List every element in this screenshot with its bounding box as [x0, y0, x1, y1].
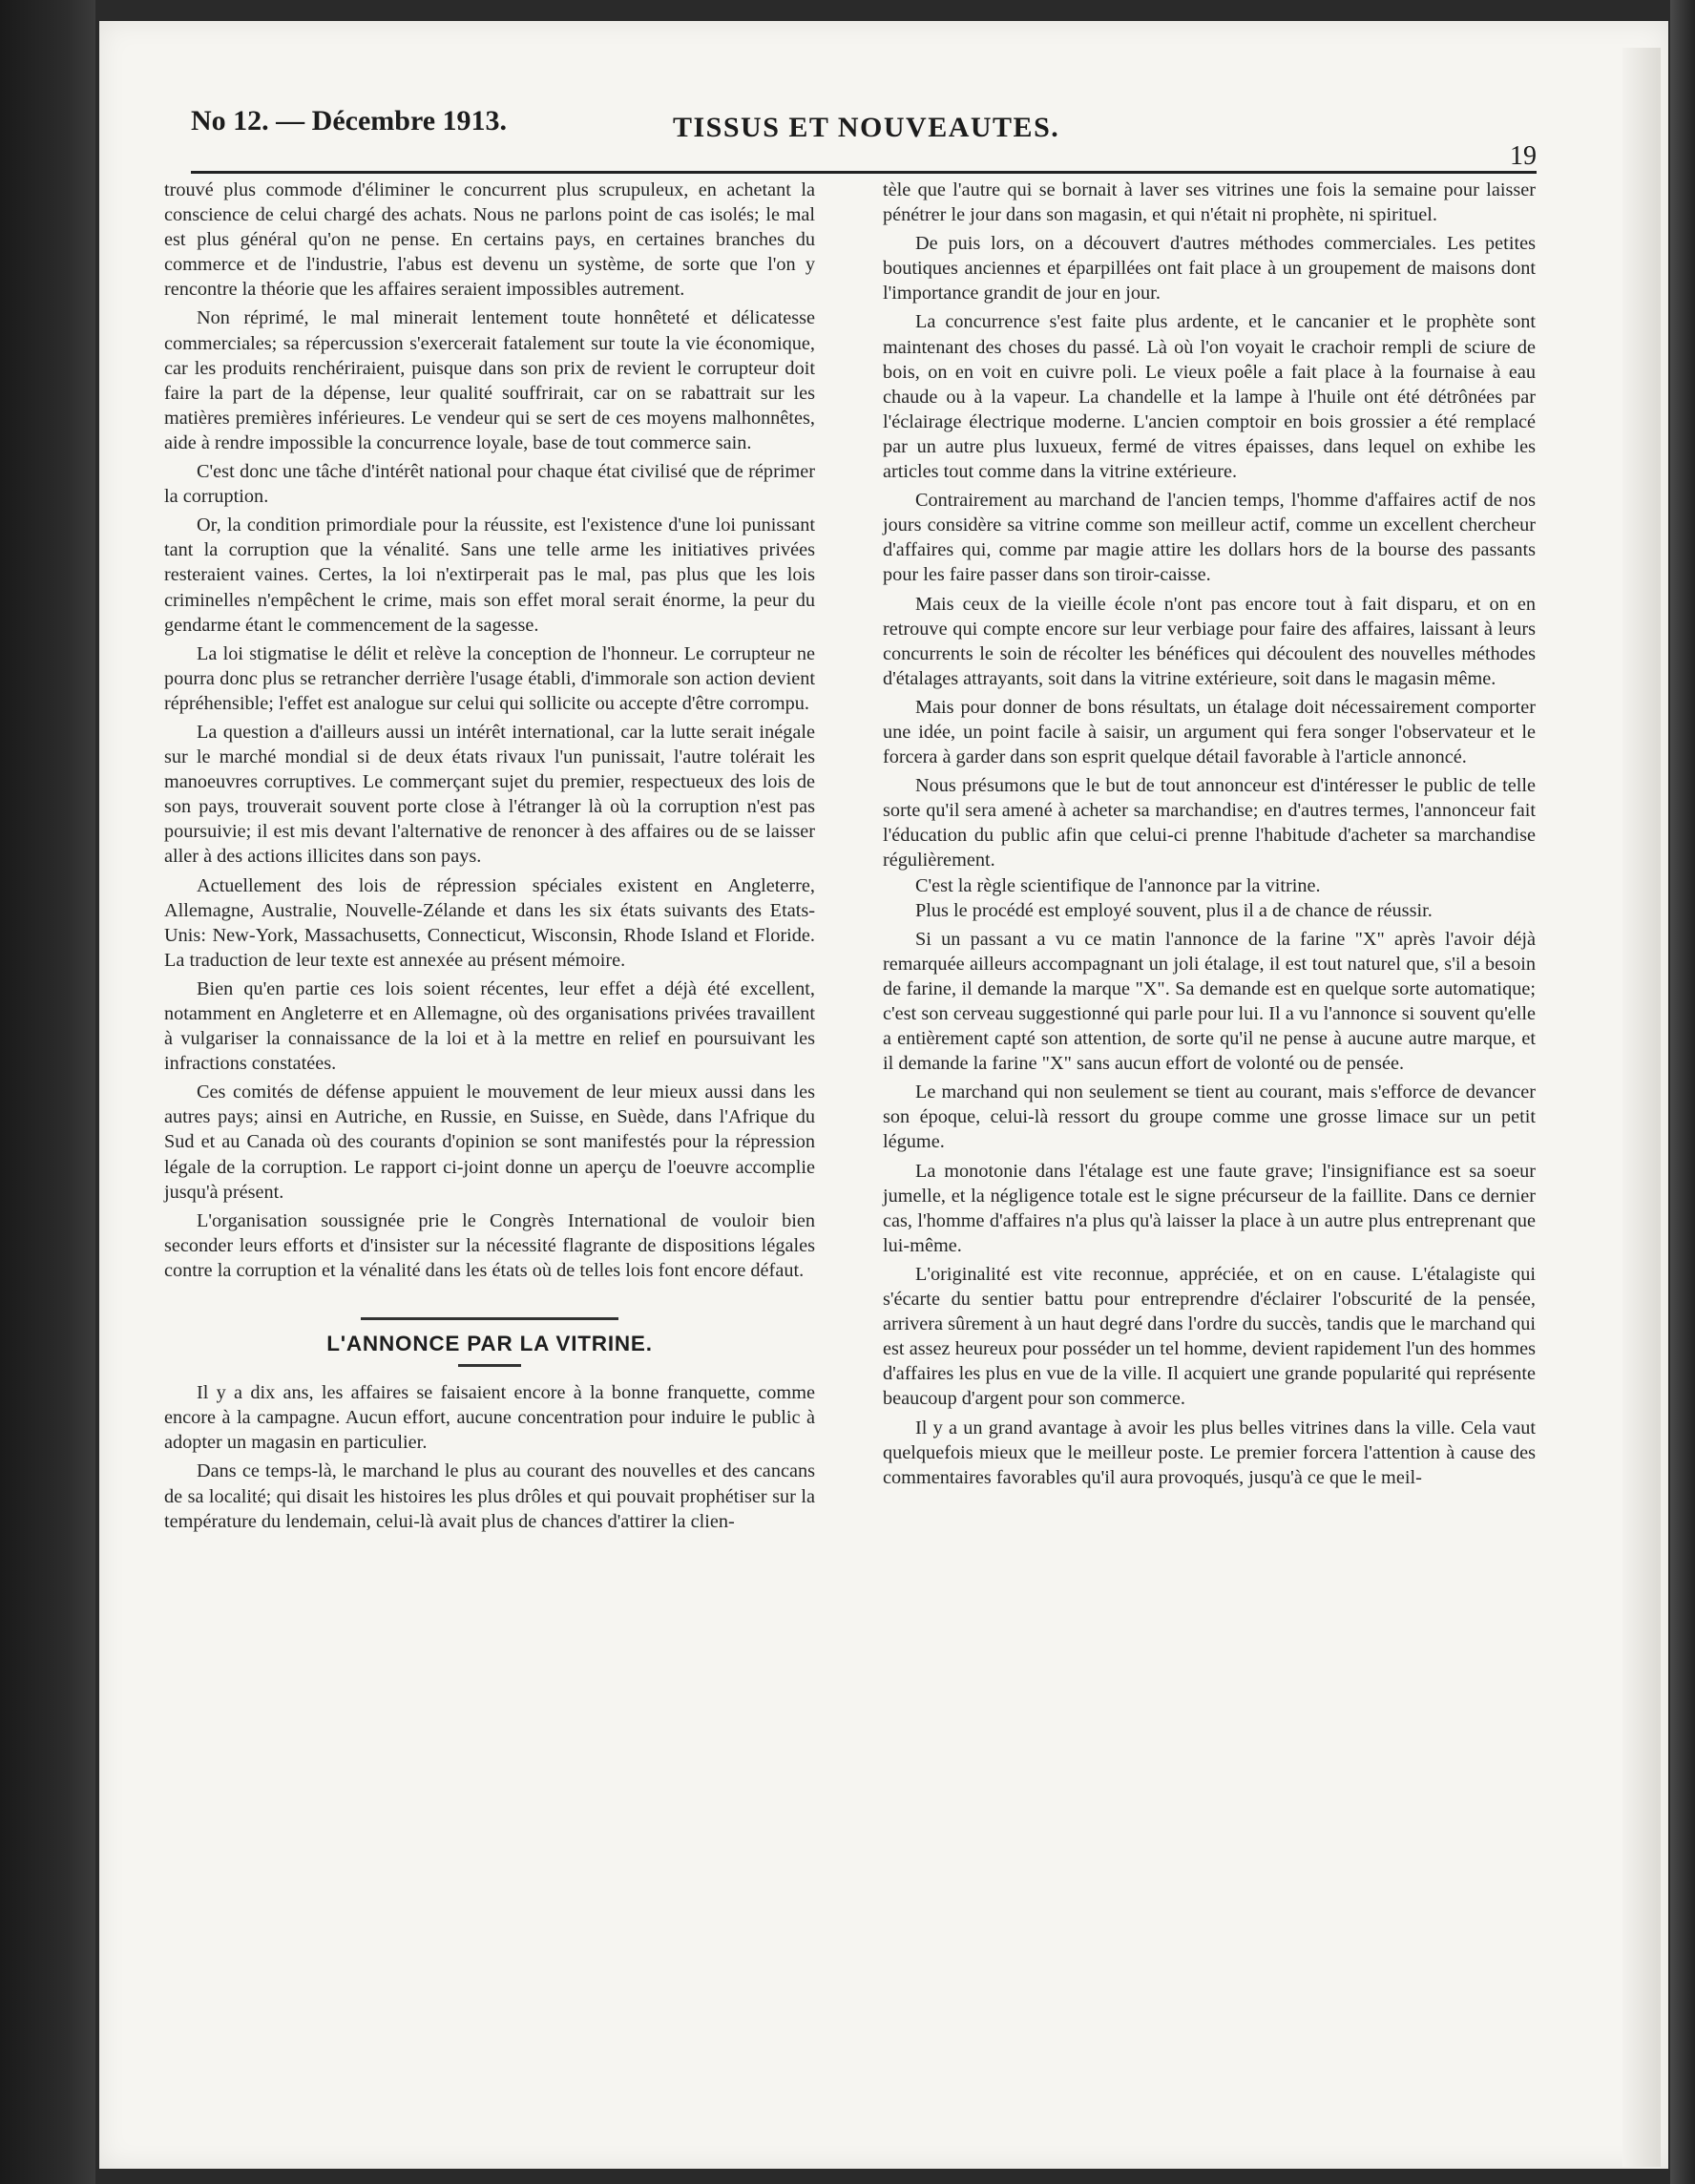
book-gutter-left — [0, 0, 95, 2184]
paragraph: La monotonie dans l'étalage est une faute grave; l'insignifiance est sa soeur jumelle, et la négligence totale est le signe précurseur de la faillite. Dans ce dernier cas, l'homme d'affaires n'a plus qu'à laisser la place à un autre plus entreprenant que lui-même. — [883, 1160, 1536, 1256]
paragraph: La question a d'ailleurs aussi un intérêt international, car la lutte serait inégale sur le marché mondial si de deux états rivaux l'un punissait, l'autre tolérait les manoeuvres corruptives. Le commerçant sujet du premier, respectueux des lois de son pays, trouverait souvent porte close à l'étranger là où la corruption n'est pas poursuivie; il est mis devant l'alternative de renoncer à des affaires ou de se laisser aller à des actions illicites dans son pays. — [164, 721, 815, 868]
book-edge-right — [1670, 0, 1695, 2184]
paragraph: De puis lors, on a découvert d'autres méthodes commerciales. Les petites boutiques anciennes et éparpillées ont fait place à un groupement de maisons dont l'importance grandit de jour en jour. — [883, 233, 1536, 304]
paragraph: L'originalité est vite reconnue, appréciée, et on en cause. L'étalagiste qui s'écarte du sentier battu pour entreprendre d'éclairer l'obscurité de la pensée, arrivera sûrement à un haut degré dans l'ordre du succès, tandis que le marchand qui est assez heureux pour posséder un tel homme, devient rapidement l'un des hommes d'affaires les plus en vue de la ville. Il acquiert une grande popularité qui représente beaucoup d'argent pour son commerce. — [883, 1263, 1536, 1410]
paragraph: Bien qu'en partie ces lois soient récentes, leur effet a déjà été excellent, notamment en Angleterre et en Allemagne, où des organisations privées travaillent à vulgariser la connaissance de la loi et à la mettre en relief en poursuivant les infractions constatées. — [164, 977, 815, 1075]
paragraph: Le marchand qui non seulement se tient au courant, mais s'efforce de devancer son époque, celui-là ressort du groupe comme une grosse limace sur un petit légume. — [883, 1082, 1536, 1153]
right-column — [883, 178, 1536, 1494]
paragraph: Mais pour donner de bons résultats, un étalage doit nécessairement comporter une idée, un point facile à saisir, un argument qui fera songer l'observateur et le forcera à garder dans son esprit quelque détail favorable à l'article annoncé. — [883, 696, 1536, 768]
paragraph: tèle que l'autre qui se bornait à laver ses vitrines une fois la semaine pour laisser pénétrer le jour dans son magasin, et qui n'était ni prophète, ni spirituel. — [883, 179, 1536, 226]
paragraph: L'organisation soussignée prie le Congrès International de vouloir bien seconder leurs efforts et d'insister sur la nécessité flagrante de dispositions légales contre la corruption et la vénalité dans les états où de telles lois font encore défaut. — [164, 1209, 815, 1281]
paragraph: Or, la condition primordiale pour la réussite, est l'existence d'une loi punissant tant la corruption que la vénalité. Sans une telle arme les initiatives privées resteraient vaines. Certes, la loi n'extirperait pas le mal, pas plus que les lois criminelles n'empêchent le crime, mais son effet moral serait énorme, la peur du gendarme étant le commencement de la sagesse. — [164, 514, 815, 636]
paragraph: Contrairement au marchand de l'ancien temps, l'homme d'affaires actif de nos jours considère sa vitrine comme son meilleur actif, comme un excellent chercheur d'affaires qui, comme par magie attire les dollars hors de la bourse des passants pour les faire passer dans son tiroir-caisse. — [883, 490, 1536, 586]
heading-underline — [458, 1364, 521, 1367]
page-number: 19 — [1510, 141, 1537, 171]
paragraph: Non réprimé, le mal minerait lentement toute honnêteté et délicatesse commerciales; sa répercussion s'exercerait fatalement sur toute la vie économique, car les produits renchériraient, puisque dans son prix de revient le corrupteur doit faire la part de la dépense, leur qualité souffrirait, car on se rabattrait sur les matières premières inférieures. Le vendeur qui se sert de ces moyens malhonnêtes, aide à rendre impossible la concurrence loyale, base de tout commerce sain. — [164, 307, 815, 453]
paragraph: La loi stigmatise le délit et relève la conception de l'honneur. Le corrupteur ne pourra donc plus se retrancher derrière l'usage établi, d'immorale son action devient répréhensible; l'effet est analogue sur celui qui sollicite ou accepte d'être corrompu. — [164, 642, 815, 714]
paragraph: C'est la règle scientifique de l'annonce par la vitrine. — [915, 874, 1321, 896]
journal-title: TISSUS ET NOUVEAUTES. — [673, 112, 1060, 143]
section-heading: L'ANNONCE PAR LA VITRINE. — [326, 1332, 653, 1356]
paragraph: Si un passant a vu ce matin l'annonce de la farine "X" après l'avoir déjà remarquée ailleurs accompagnant un joli étalage, il est tout naturel que, s'il a besoin de farine, il demande la marque "X". Sa demande est en quelque sorte automatique; c'est son cerveau suggestionné qui parle pour lui. Il a vu l'annonce si souvent qu'elle a entièrement capté son attention, de sorte qu'il ne pense à aucune autre marque, et il demande la farine "X" sans aucun effort de volonté ou de pensée. — [883, 928, 1536, 1075]
section-divider — [361, 1317, 618, 1320]
paragraph: La concurrence s'est faite plus ardente, et le cancanier et le prophète sont maintenant des choses du passé. Là où l'on voyait le crachoir rempli de sciure de bois, on en voit en cuivre poli. Le vieux poêle a fait place à la fournaise à eau chaude ou à la vapeur. La chandelle et la lampe à l'huile ont été détrônées par l'éclairage électrique moderne. L'ancien comptoir en bois grossier a été remplacé par un autre plus luxueux, fermé de vitres épaisses, dans lequel on exhibe les articles tout comme dans la vitrine extérieure. — [883, 311, 1536, 483]
paragraph: Actuellement des lois de répression spéciales existent en Angleterre, Allemagne, Australie, Nouvelle-Zélande et dans les six états suivants des Etats-Unis: New-York, Massachusetts, Connecticut, Wisconsin, Rhode Island et Floride. La traduction de leur texte est annexée au présent mémoire. — [164, 874, 815, 971]
page-edge-right — [1622, 48, 1661, 2167]
paragraph: Il y a dix ans, les affaires se faisaient encore à la bonne franquette, comme encore à la campagne. Aucun effort, aucune concentration pour induire le public à adopter un magasin en particulier. — [164, 1382, 815, 1454]
paragraph: trouvé plus commode d'éliminer le concurrent plus scrupuleux, en achetant la conscience de celui chargé des achats. Nous ne parlons point de cas isolés; le mal est plus général qu'on ne pense. En certains pays, en certaines branches du commerce et de l'industrie, l'abus est devenu un système, de sorte que l'on y rencontre la théorie que les affaires seraient impossibles autrement. — [164, 179, 815, 301]
paragraph: Plus le procédé est employé souvent, plus il a de chance de réussir. — [915, 899, 1433, 921]
header-rule — [191, 171, 1537, 174]
paragraph: Ces comités de défense appuient le mouvement de leur mieux aussi dans les autres pays; ainsi en Autriche, en Russie, en Suisse, en Suède, dans l'Afrique du Sud et au Canada où des courants d'opinion se sont manifestés pour la répression légale de la corruption. Le rapport ci-joint donne un aperçu de l'oeuvre accomplie jusqu'à présent. — [164, 1082, 815, 1203]
issue-date: No 12. — Décembre 1913. — [191, 105, 508, 136]
paragraph: Mais ceux de la vieille école n'ont pas encore tout à fait disparu, et on en retrouve qui compte encore sur leur verbiage pour faire des affaires, laissant à leurs concurrents le soin de récolter les bénéfices qui découlent des nouvelles méthodes d'étalages attrayants, soit dans la vitrine extérieure, soit dans le magasin même. — [883, 593, 1536, 689]
page-header — [191, 105, 1537, 177]
left-column — [164, 178, 815, 1538]
paragraph: Nous présumons que le but de tout annonceur est d'intéresser le public de telle sorte qu'il sera amené à acheter sa marchandise; en d'autres termes, l'annonceur fait l'éducation du public afin que celui-ci prenne l'habitude d'acheter sa marchandise régulièrement. — [883, 775, 1536, 872]
paragraph: Il y a un grand avantage à avoir les plus belles vitrines dans la ville. Cela vaut quelquefois mieux que le meilleur poste. Le premier forcera l'attention à cause des commentaires favorables qu'il aura provoqués, jusqu'à ce que le meil- — [883, 1417, 1536, 1488]
paragraph: Dans ce temps-là, le marchand le plus au courant des nouvelles et des cancans de sa localité; qui disait les histoires les plus drôles et qui pouvait prophétiser sur la température du lendemain, celui-là avait plus de chances d'attirer la clien- — [164, 1460, 815, 1532]
paragraph: C'est donc une tâche d'intérêt national pour chaque état civilisé que de réprimer la corruption. — [164, 461, 815, 508]
